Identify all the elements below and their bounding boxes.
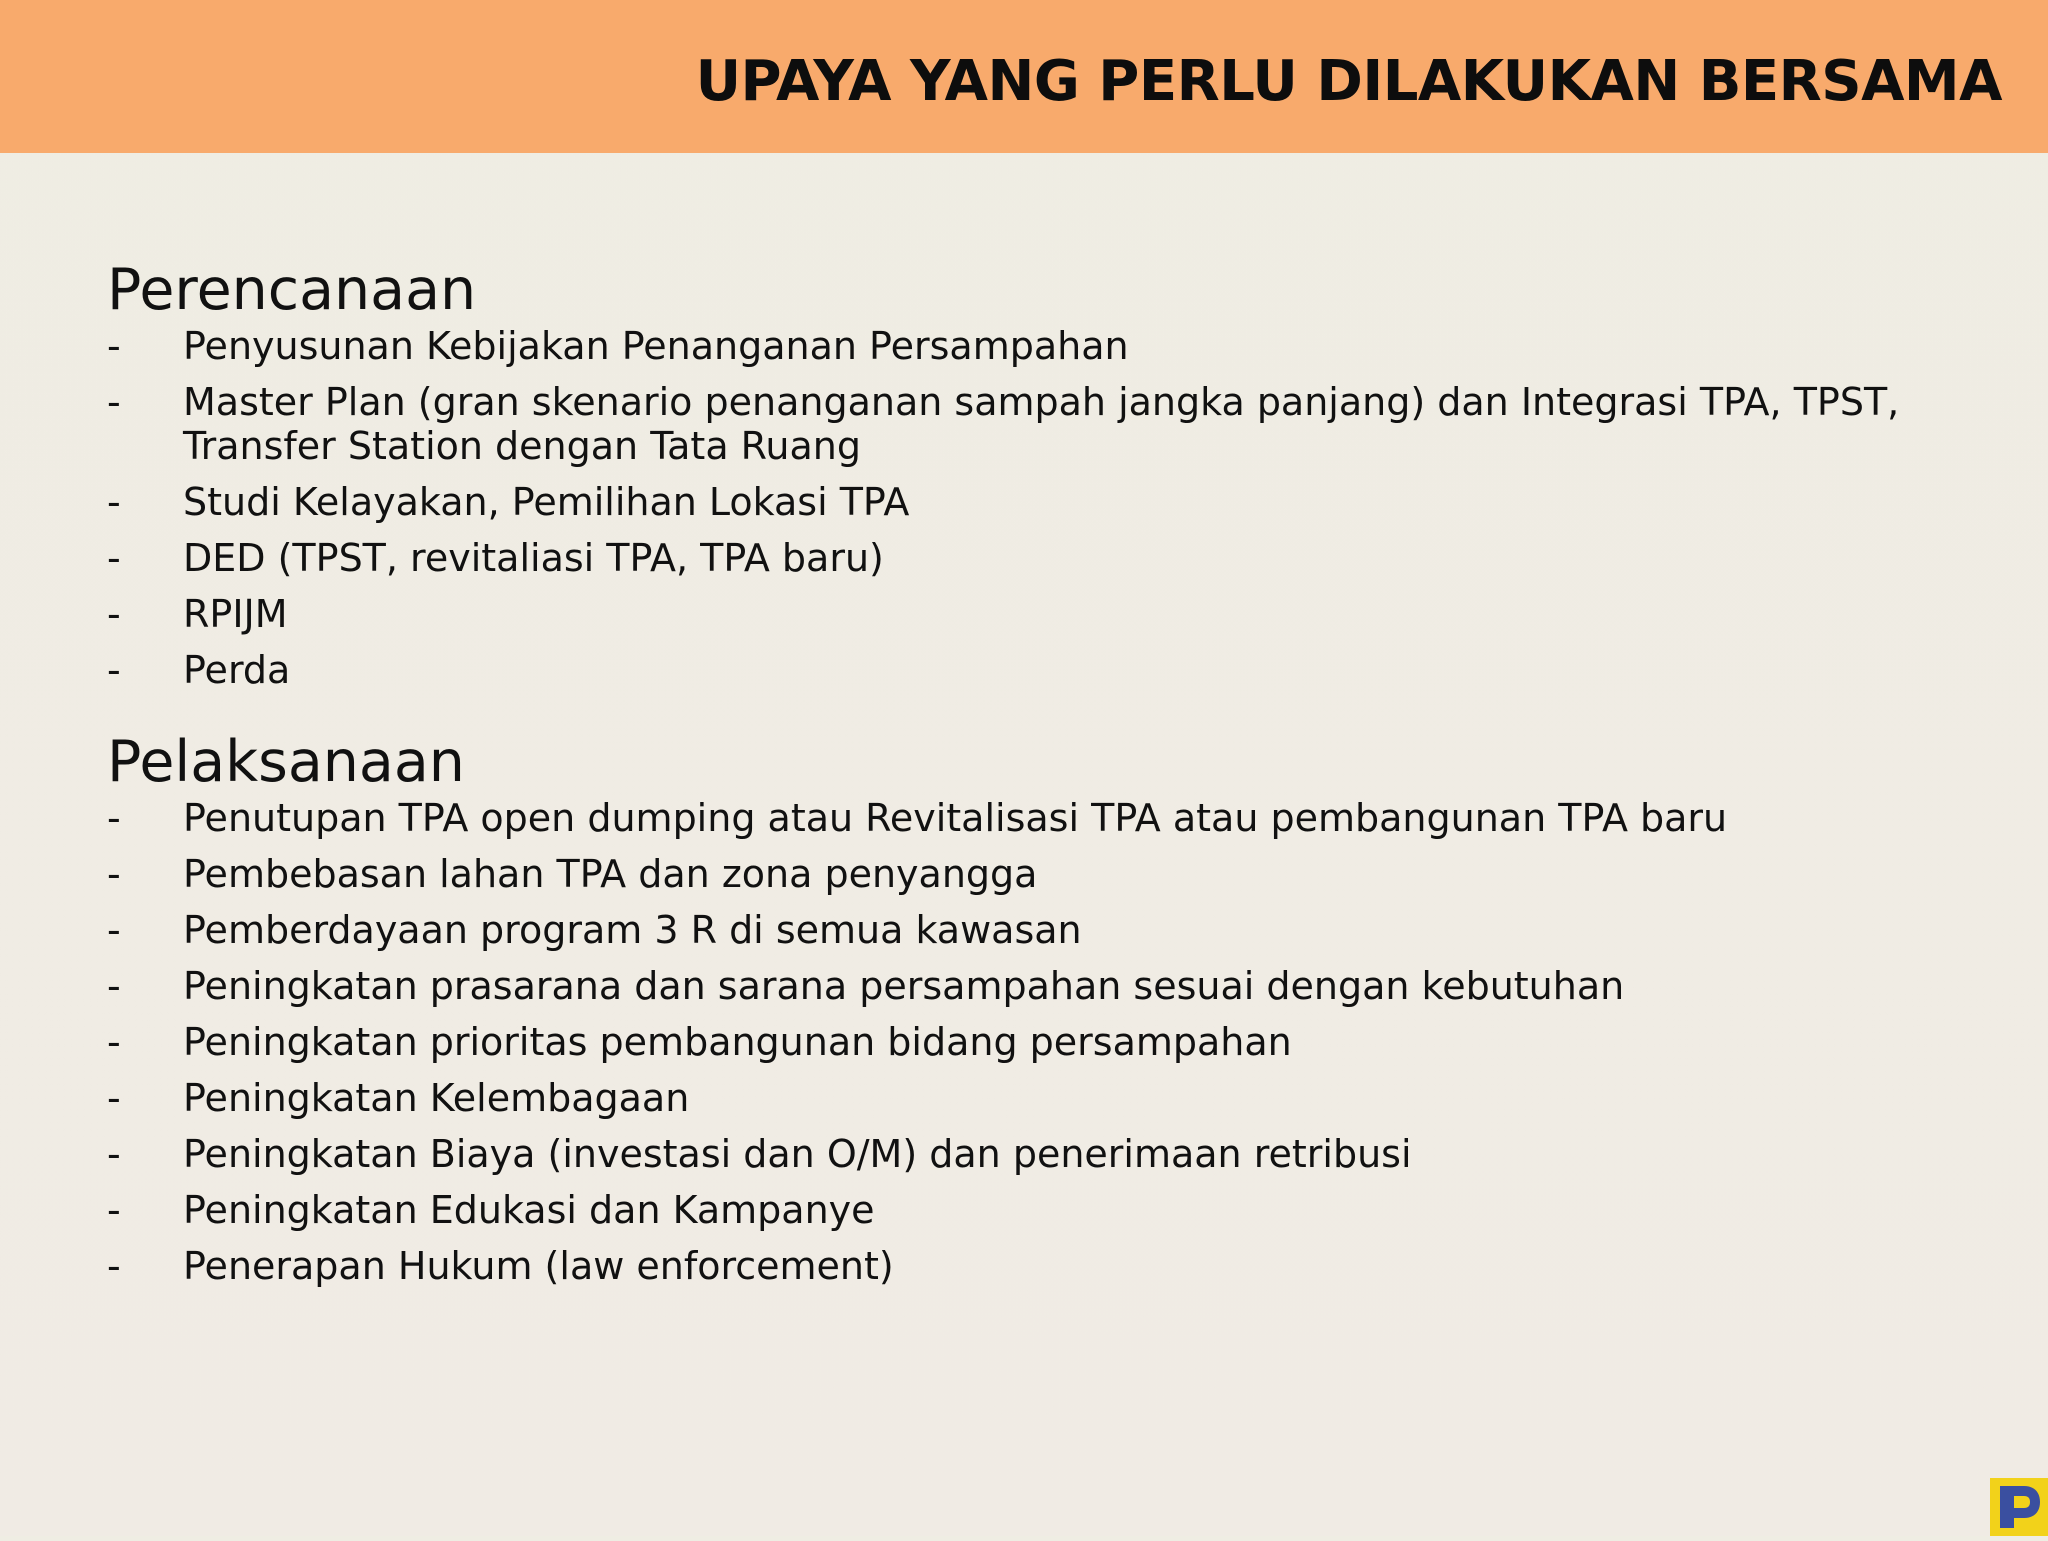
dash-bullet: - bbox=[107, 1244, 121, 1288]
list-item bbox=[107, 852, 1987, 896]
list-item-text: Peningkatan Edukasi dan Kampanye bbox=[183, 1188, 875, 1232]
list-item-text: Perda bbox=[183, 648, 291, 692]
dash-bullet: - bbox=[107, 1132, 121, 1176]
dash-bullet: - bbox=[107, 908, 121, 952]
item-list bbox=[107, 324, 1987, 692]
list-item-text: Peningkatan Kelembagaan bbox=[183, 1076, 690, 1120]
list-item bbox=[107, 1020, 1987, 1064]
list-item bbox=[107, 324, 1987, 368]
list-item-text: Pembebasan lahan TPA dan zona penyangga bbox=[183, 852, 1038, 896]
dash-bullet: - bbox=[107, 592, 121, 636]
dash-bullet: - bbox=[107, 380, 121, 424]
list-item bbox=[107, 964, 1987, 1008]
list-item bbox=[107, 1076, 1987, 1120]
dash-bullet: - bbox=[107, 1076, 121, 1120]
dash-bullet: - bbox=[107, 324, 121, 368]
section-pelaksanaan bbox=[107, 729, 1987, 1288]
list-item bbox=[107, 592, 1987, 636]
list-item-text: Penerapan Hukum (law enforcement) bbox=[183, 1244, 894, 1288]
dash-bullet: - bbox=[107, 480, 121, 524]
list-item-text: DED (TPST, revitaliasi TPA, TPA baru) bbox=[183, 536, 884, 580]
list-item bbox=[107, 648, 1987, 692]
list-item bbox=[107, 480, 1987, 524]
dash-bullet: - bbox=[107, 1188, 121, 1232]
slide-title: UPAYA YANG PERLU DILAKUKAN BERSAMA bbox=[695, 49, 2002, 114]
list-item bbox=[107, 380, 1987, 468]
item-list bbox=[107, 796, 1987, 1288]
list-item-text: Studi Kelayakan, Pemilihan Lokasi TPA bbox=[183, 480, 910, 524]
section-perencanaan bbox=[107, 257, 1987, 692]
list-item-text: Peningkatan Biaya (investasi dan O/M) dan penerimaan retribusi bbox=[183, 1132, 1412, 1176]
list-item-text: Peningkatan prioritas pembangunan bidang persampahan bbox=[183, 1020, 1292, 1064]
list-item-text: Penutupan TPA open dumping atau Revitalisasi TPA atau pembangunan TPA baru bbox=[183, 796, 1728, 840]
dash-bullet: - bbox=[107, 1020, 121, 1064]
list-item bbox=[107, 796, 1987, 840]
dash-bullet: - bbox=[107, 964, 121, 1008]
list-item-text: Peningkatan prasarana dan sarana persampahan sesuai dengan kebutuhan bbox=[183, 964, 1625, 1008]
ministry-logo-icon bbox=[1990, 1478, 2048, 1536]
list-item bbox=[107, 1244, 1987, 1288]
list-item bbox=[107, 1132, 1987, 1176]
slide-content bbox=[107, 257, 1987, 1300]
list-item bbox=[107, 908, 1987, 952]
list-item bbox=[107, 536, 1987, 580]
section-heading: Pelaksanaan bbox=[107, 729, 465, 795]
dash-bullet: - bbox=[107, 852, 121, 896]
dash-bullet: - bbox=[107, 536, 121, 580]
list-item-text: Pemberdayaan program 3 R di semua kawasan bbox=[183, 908, 1082, 952]
list-item-text: Penyusunan Kebijakan Penanganan Persampahan bbox=[183, 324, 1129, 368]
header-bar bbox=[0, 0, 2048, 153]
list-item-text: Master Plan (gran skenario penanganan sampah jangka panjang) dan Integrasi TPA, TPST, Transfer Station dengan Tata Ruang bbox=[183, 380, 1900, 468]
dash-bullet: - bbox=[107, 796, 121, 840]
dash-bullet: - bbox=[107, 648, 121, 692]
section-heading: Perencanaan bbox=[107, 257, 477, 323]
list-item bbox=[107, 1188, 1987, 1232]
ministry-logo-icon bbox=[1990, 1478, 2048, 1536]
list-item-text: RPIJM bbox=[183, 592, 288, 636]
